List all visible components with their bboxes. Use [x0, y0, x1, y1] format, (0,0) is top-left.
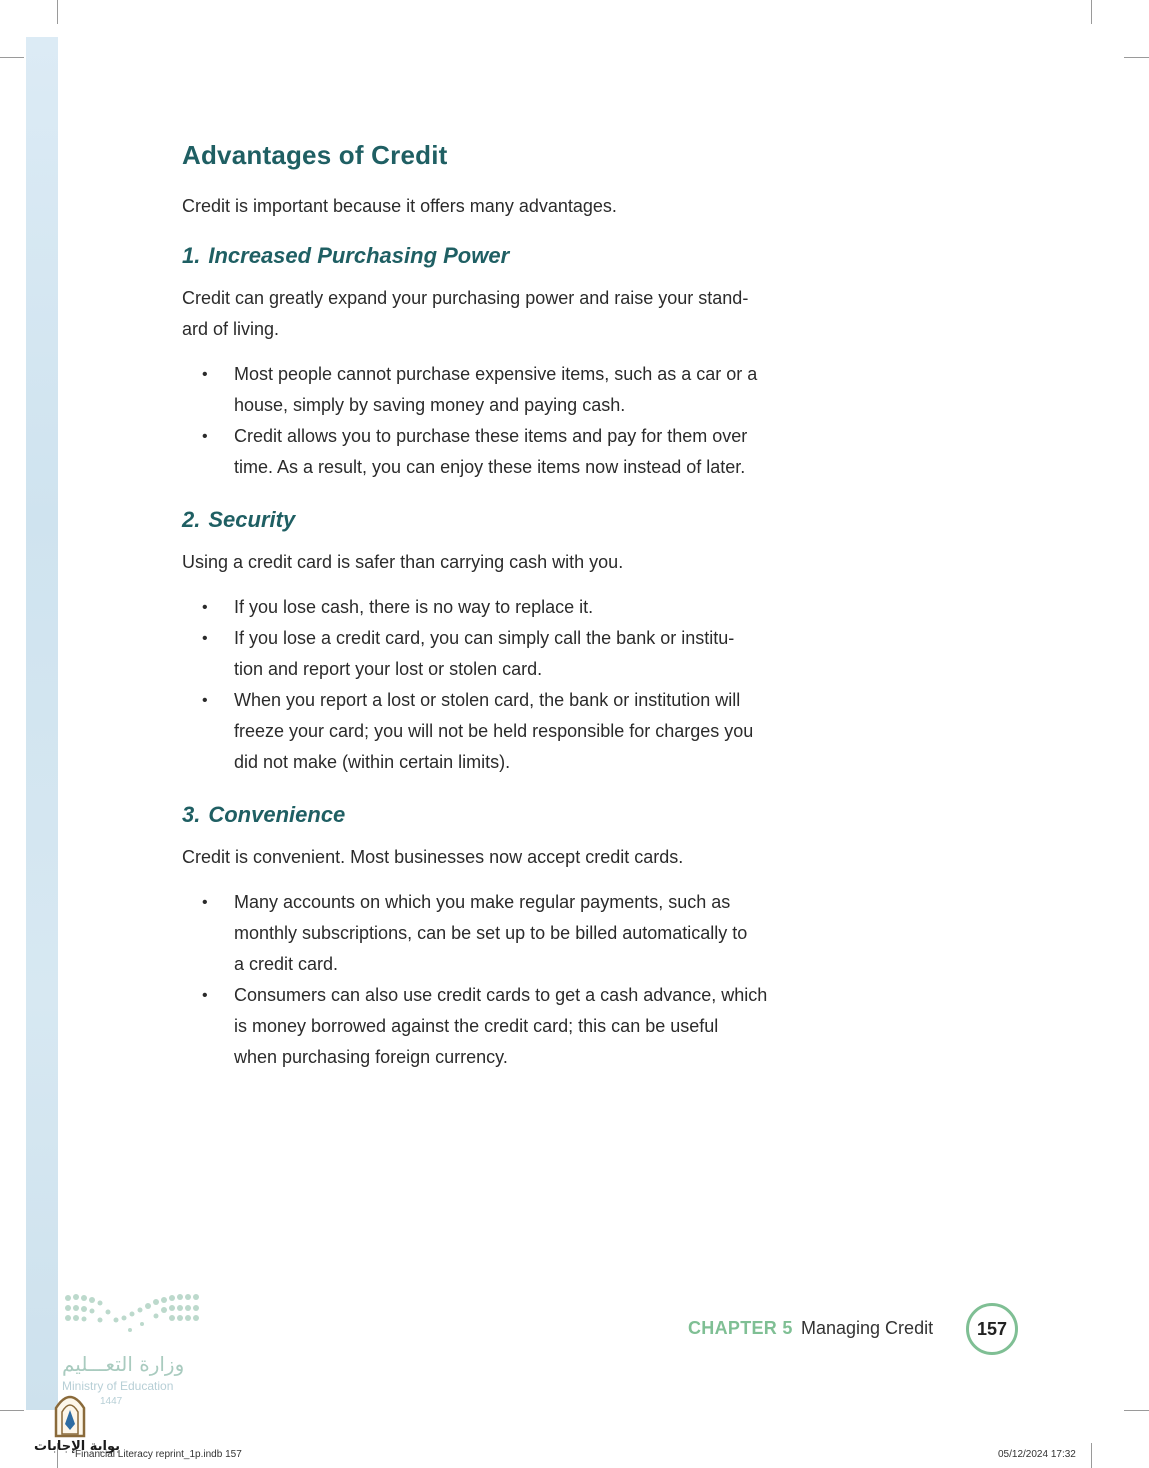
section-number: 3.: [182, 802, 201, 827]
section-title: Convenience: [208, 802, 346, 827]
ministry-arabic-name: وزارة التعـــليم: [62, 1352, 185, 1376]
bullet-icon: •: [202, 428, 208, 445]
crop-mark: [57, 0, 58, 24]
bullet-line: did not make (within certain limits).: [234, 752, 511, 772]
crop-mark: [1091, 1443, 1092, 1468]
bullet-line: time. As a result, you can enjoy these items now instead of later.: [234, 457, 746, 477]
section-paragraph: [182, 283, 782, 345]
bullet-icon: •: [202, 692, 208, 709]
bullet-list: [182, 887, 782, 1073]
ministry-english-name: Ministry of Education: [62, 1379, 174, 1393]
paragraph-line: ard of living.: [182, 319, 280, 339]
bullet-item: [182, 421, 782, 483]
section-number: 2.: [182, 507, 201, 532]
ministry-dots-icon: [62, 1290, 202, 1340]
bullet-line: Credit allows you to purchase these items and pay for them over: [234, 426, 748, 446]
bullet-item: [182, 592, 782, 623]
section-title: Increased Purchasing Power: [208, 243, 510, 268]
bullet-line: Consumers can also use credit cards to get a cash advance, which: [234, 985, 768, 1005]
section-1: [182, 243, 782, 483]
bullet-item: [182, 623, 782, 685]
bullet-list: [182, 592, 782, 778]
bullet-line: Many accounts on which you make regular payments, such as: [234, 892, 731, 912]
sections-container: [182, 243, 782, 1073]
bullet-icon: •: [202, 630, 208, 647]
ministry-year: 1447: [100, 1396, 123, 1407]
section-heading: [182, 802, 782, 828]
bullet-icon: •: [202, 599, 208, 616]
print-slug-date: 05/12/2024 17:32: [998, 1449, 1076, 1460]
section-paragraph: [182, 842, 782, 873]
page-footer: [688, 1303, 1028, 1355]
section-2: [182, 507, 782, 778]
bullet-line: tion and report your lost or stolen card.: [234, 659, 543, 679]
paragraph-line: Credit can greatly expand your purchasing power and raise your stand-: [182, 288, 749, 308]
intro-text: Credit is important because it offers many advantages.: [182, 196, 617, 216]
bullet-line: Most people cannot purchase expensive items, such as a car or a: [234, 364, 758, 384]
paragraph-line: Credit is convenient. Most businesses now accept credit cards.: [182, 847, 684, 867]
bullet-line: If you lose a credit card, you can simply call the bank or institu-: [234, 628, 735, 648]
print-slug-file: Financial Literacy reprint_1p.indb 157: [75, 1449, 242, 1460]
crop-mark: [1091, 0, 1092, 24]
chapter-label: CHAPTER 5: [688, 1318, 793, 1338]
bullet-item: [182, 685, 782, 778]
bullet-line: monthly subscriptions, can be set up to be billed automatically to: [234, 923, 748, 943]
bullet-list: [182, 359, 782, 483]
page-content: [182, 140, 782, 1073]
bullet-icon: •: [202, 987, 208, 1004]
crop-mark: [1124, 57, 1149, 58]
page-number: 157: [966, 1303, 1018, 1355]
page-title: Advantages of Credit: [182, 140, 448, 170]
bullet-line: when purchasing foreign currency.: [234, 1047, 508, 1067]
bullet-item: [182, 887, 782, 980]
bullet-line: If you lose cash, there is no way to replace it.: [234, 597, 594, 617]
section-heading: [182, 243, 782, 269]
section-paragraph: [182, 547, 782, 578]
bullet-line: a credit card.: [234, 954, 339, 974]
section-3: [182, 802, 782, 1073]
bullet-line: freeze your card; you will not be held responsible for charges you: [234, 721, 754, 741]
section-number: 1.: [182, 243, 201, 268]
paragraph-line: Using a credit card is safer than carrying cash with you.: [182, 552, 624, 572]
section-heading: [182, 507, 782, 533]
crop-mark: [0, 57, 24, 58]
bullet-line: is money borrowed against the credit card; this can be useful: [234, 1016, 719, 1036]
bullet-item: [182, 980, 782, 1073]
bullet-item: [182, 359, 782, 421]
chapter-title: Managing Credit: [801, 1318, 934, 1338]
section-title: Security: [208, 507, 296, 532]
bullet-icon: •: [202, 894, 208, 911]
site-watermark-text: بوابة الإجابات: [34, 1439, 120, 1454]
bullet-icon: •: [202, 366, 208, 383]
crop-mark: [1124, 1410, 1149, 1411]
bullet-line: When you report a lost or stolen card, the bank or institution will: [234, 690, 741, 710]
bullet-line: house, simply by saving money and paying cash.: [234, 395, 626, 415]
crop-mark: [0, 1410, 24, 1411]
decorative-side-band: [26, 37, 58, 1410]
